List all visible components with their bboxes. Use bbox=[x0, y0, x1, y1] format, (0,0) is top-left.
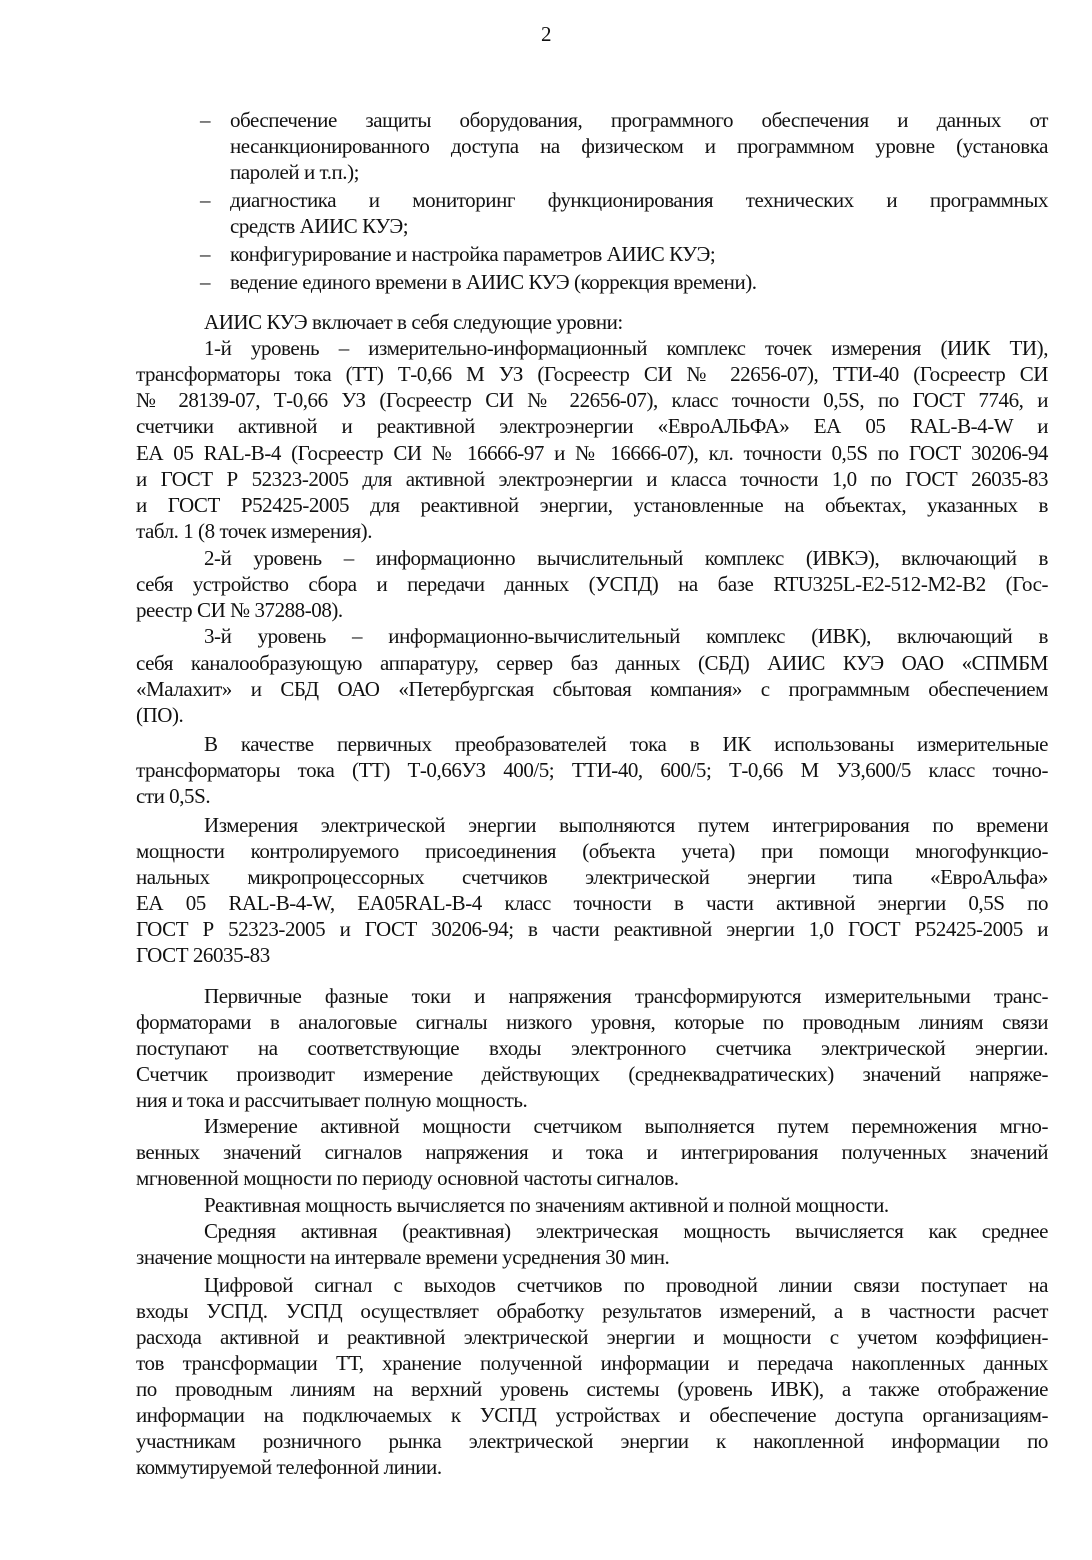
paragraph-line: № 28139-07, Т-0,66 УЗ (Госреестр СИ № 22656-07), класс точности 0,5S, по ГОСТ 7746, и bbox=[136, 388, 1048, 412]
paragraph-line: форматорами в аналоговые сигналы низкого уровня, которые по проводным линиям связи bbox=[136, 1010, 1048, 1034]
page-number: 2 bbox=[540, 22, 552, 46]
paragraph-line: входы УСПД. УСПД осуществляет обработку результатов измерений, а в частности расчет bbox=[136, 1299, 1048, 1323]
paragraph-line: мощности контролируемого присоединения (объекта учета) при помощи многофункцио- bbox=[136, 839, 1048, 863]
paragraph-line: счетчики активной и реактивной электроэнергии «ЕвроАЛЬФА» ЕА 05 RAL-B-4-W и bbox=[136, 414, 1048, 438]
paragraph-line: нальных микропроцессорных счетчиков электрической энергии типа «ЕвроАльфа» bbox=[136, 865, 1048, 889]
paragraph-line: венных значений сигналов напряжения и тока и интегрирования полученных значений bbox=[136, 1140, 1048, 1164]
bullet-line: обеспечение защиты оборудования, программного обеспечения и данных от bbox=[230, 108, 1048, 132]
paragraph-line: трансформаторы тока (ТТ) Т-0,66 М УЗ (Госреестр СИ № 22656-07), ТТИ-40 (Госреестр СИ bbox=[136, 362, 1048, 386]
bullet-line: диагностика и мониторинг функционирования технических и программных bbox=[230, 188, 1048, 212]
paragraph-line: Первичные фазные токи и напряжения трансформируются измерительными транс- bbox=[204, 984, 1048, 1008]
bullet-marker: – bbox=[200, 242, 211, 266]
bullet-marker: – bbox=[200, 108, 211, 132]
paragraph-line: коммутируемой телефонной линии. bbox=[136, 1455, 442, 1479]
paragraph-line: Измерения электрической энергии выполняются путем интегрирования по времени bbox=[204, 813, 1048, 837]
paragraph-line: ГОСТ Р 52323-2005 и ГОСТ 30206-94; в части реактивной энергии 1,0 ГОСТ Р52425-2005 и bbox=[136, 917, 1048, 941]
paragraph-line: реестр СИ № 37288-08). bbox=[136, 598, 343, 622]
bullet-marker: – bbox=[200, 270, 211, 294]
paragraph-line: значение мощности на интервале времени усреднения 30 мин. bbox=[136, 1245, 670, 1269]
paragraph-line: себя каналообразующую аппаратуру, сервер баз данных (СБД) АИИС КУЭ ОАО «СПМБМ bbox=[136, 651, 1048, 675]
paragraph-line: ГОСТ 26035-83 bbox=[136, 943, 270, 967]
paragraph-line: Средняя активная (реактивная) электрическая мощность вычисляется как среднее bbox=[204, 1219, 1048, 1243]
paragraph-line: ЕА 05 RAL-B-4-W, EA05RAL-B-4 класс точности в части активной энергии 0,5S по bbox=[136, 891, 1048, 915]
paragraph-line: Цифровой сигнал с выходов счетчиков по проводной линии связи поступает на bbox=[204, 1273, 1048, 1297]
paragraph-line: и ГОСТ Р 52323-2005 для активной электроэнергии и класса точности 1,0 по ГОСТ 26035-83 bbox=[136, 467, 1048, 491]
paragraph-line: сти 0,5S. bbox=[136, 784, 211, 808]
bullet-line: ведение единого времени в АИИС КУЭ (коррекция времени). bbox=[230, 270, 757, 294]
paragraph-line: тов трансформации ТТ, хранение полученной информации и передача накопленных данных bbox=[136, 1351, 1048, 1375]
paragraph-line: табл. 1 (8 точек измерения). bbox=[136, 519, 373, 543]
paragraph-line: Измерение активной мощности счетчиком выполняется путем перемножения мгно- bbox=[204, 1114, 1048, 1138]
paragraph-line: АИИС КУЭ включает в себя следующие уровни: bbox=[204, 310, 623, 334]
bullet-line: конфигурирование и настройка параметров АИИС КУЭ; bbox=[230, 242, 716, 266]
paragraph-line: Счетчик производит измерение действующих (среднеквадратических) значений напряже- bbox=[136, 1062, 1048, 1086]
paragraph-line: (ПО). bbox=[136, 703, 184, 727]
paragraph-line: расхода активной и реактивной электрической энергии и мощности с учетом коэффициен- bbox=[136, 1325, 1048, 1349]
paragraph-line: трансформаторы тока (ТТ) Т-0,66УЗ 400/5; ТТИ-40, 600/5; Т-0,66 М УЗ,600/5 класс точно- bbox=[136, 758, 1048, 782]
paragraph-line: информации на подключаемых к УСПД устройствах и обеспечение доступа организациям- bbox=[136, 1403, 1048, 1427]
paragraph-line: 3-й уровень – информационно-вычислительный комплекс (ИВК), включающий в bbox=[204, 624, 1048, 648]
paragraph-line: ЕА 05 RAL-B-4 (Госреестр СИ № 16666-97 и № 16666-07), кл. точности 0,5S по ГОСТ 30206-94 bbox=[136, 441, 1048, 465]
bullet-line: средств АИИС КУЭ; bbox=[230, 214, 409, 238]
paragraph-line: участникам розничного рынка электрической энергии к накопленной информации по bbox=[136, 1429, 1048, 1453]
paragraph-line: 1-й уровень – измерительно-информационный комплекс точек измерения (ИИК ТИ), bbox=[204, 336, 1048, 360]
paragraph-line: 2-й уровень – информационно вычислительный комплекс (ИВКЭ), включающий в bbox=[204, 546, 1048, 570]
bullet-line: паролей и т.п.); bbox=[230, 160, 360, 184]
paragraph-line: «Малахит» и СБД ОАО «Петербургская сбытовая компания» с программным обеспечением bbox=[136, 677, 1048, 701]
paragraph-line: ния и тока и рассчитывает полную мощность. bbox=[136, 1088, 528, 1112]
paragraph-line: мгновенной мощности по периоду основной частоты сигналов. bbox=[136, 1166, 679, 1190]
bullet-marker: – bbox=[200, 188, 211, 212]
paragraph-line: Реактивная мощность вычисляется по значениям активной и полной мощности. bbox=[204, 1193, 889, 1217]
paragraph-line: и ГОСТ Р52425-2005 для реактивной энергии, установленные на объектах, указанных в bbox=[136, 493, 1048, 517]
paragraph-line: себя устройство сбора и передачи данных (УСПД) на базе RTU325L-E2-512-M2-B2 (Гос- bbox=[136, 572, 1048, 596]
paragraph-line: по проводным линиям на верхний уровень системы (уровень ИВК), а также отображение bbox=[136, 1377, 1048, 1401]
paragraph-line: поступают на соответствующие входы электронного счетчика электрической энергии. bbox=[136, 1036, 1048, 1060]
bullet-line: несанкционированного доступа на физическом и программном уровне (установка bbox=[230, 134, 1048, 158]
paragraph-line: В качестве первичных преобразователей тока в ИК использованы измерительные bbox=[204, 732, 1048, 756]
